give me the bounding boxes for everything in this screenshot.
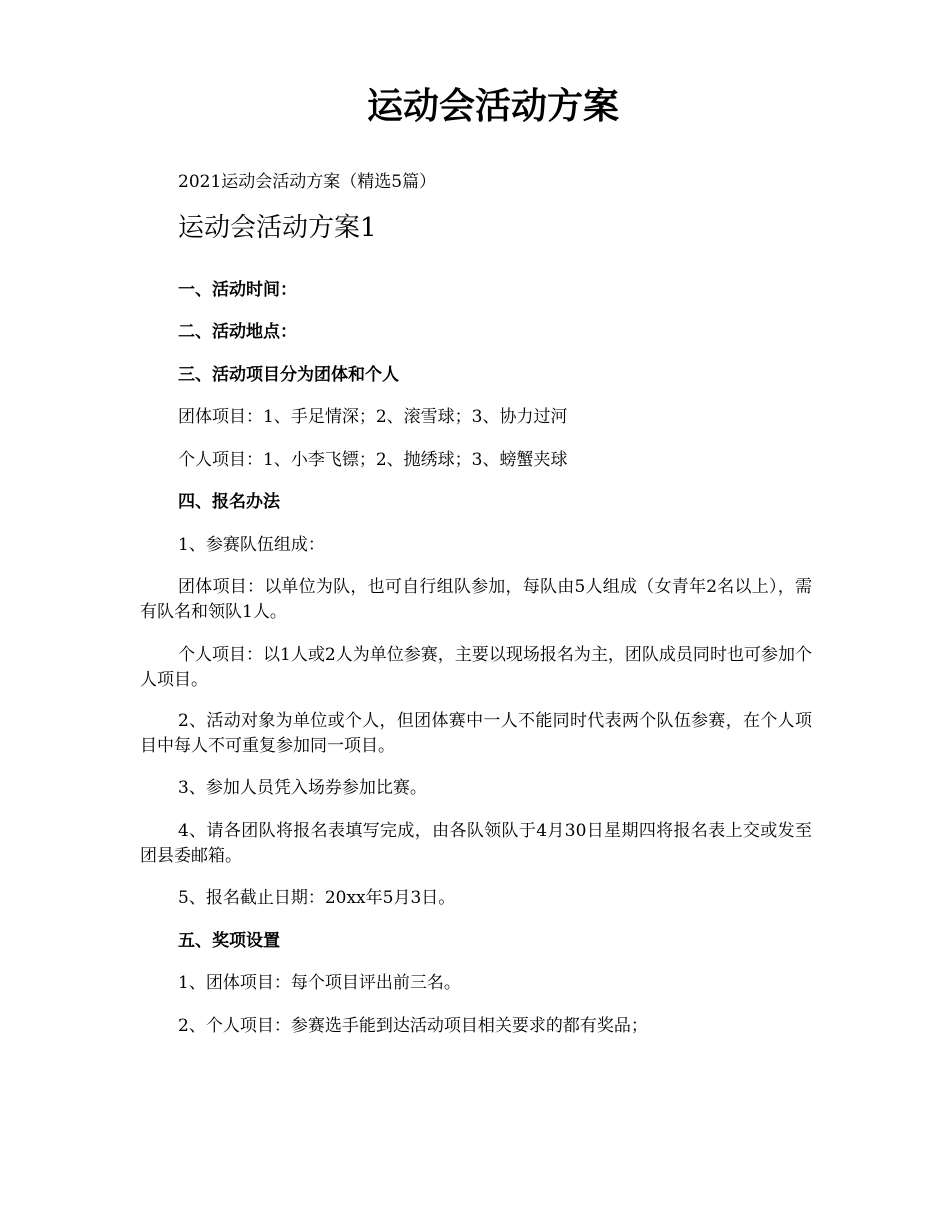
- paragraph-individual-items: 个人项目：1、小李飞镖；2、抛绣球；3、螃蟹夹球: [178, 450, 568, 470]
- paragraph-team-composition: 1、参赛队伍组成：: [178, 535, 325, 555]
- heading-activity-location: 二、活动地点：: [178, 322, 297, 342]
- heading-registration: 四、报名办法: [178, 492, 280, 512]
- heading-awards: 五、奖项设置: [178, 931, 280, 951]
- heading-activity-items: 三、活动项目分为团体和个人: [178, 365, 399, 385]
- paragraph-deadline: 5、报名截止日期：20xx年5月3日。: [178, 888, 456, 908]
- document-subtitle: 2021运动会活动方案（精选5篇）: [178, 172, 437, 192]
- section-title: 运动会活动方案1: [178, 213, 377, 243]
- paragraph-individual-awards: 2、个人项目：参赛选手能到达活动项目相关要求的都有奖品；: [178, 1016, 648, 1036]
- document-title: 运动会活动方案: [366, 85, 619, 127]
- heading-activity-time: 一、活动时间：: [178, 280, 297, 300]
- paragraph-team-items: 团体项目：1、手足情深；2、滚雪球；3、协力过河: [178, 407, 568, 427]
- paragraph-team-rules: 团体项目：以单位为队，也可自行组队参加，每队由5人组成（女青年2名以上），需有队名和领队1人。: [140, 577, 812, 622]
- paragraph-individual-rules: 个人项目：以1人或2人为单位参赛，主要以现场报名为主，团队成员同时也可参加个人项目。: [140, 645, 812, 690]
- paragraph-tickets: 3、参加人员凭入场券参加比赛。: [178, 778, 427, 798]
- paragraph-team-awards: 1、团体项目：每个项目评出前三名。: [178, 973, 461, 993]
- paragraph-participants: 2、活动对象为单位或个人，但团体赛中一人不能同时代表两个队伍参赛，在个人项目中每人不可重复参加同一项目。: [140, 711, 812, 756]
- paragraph-registration-form: 4、请各团队将报名表填写完成，由各队领队于4月30日星期四将报名表上交或发至团县委邮箱。: [140, 821, 812, 866]
